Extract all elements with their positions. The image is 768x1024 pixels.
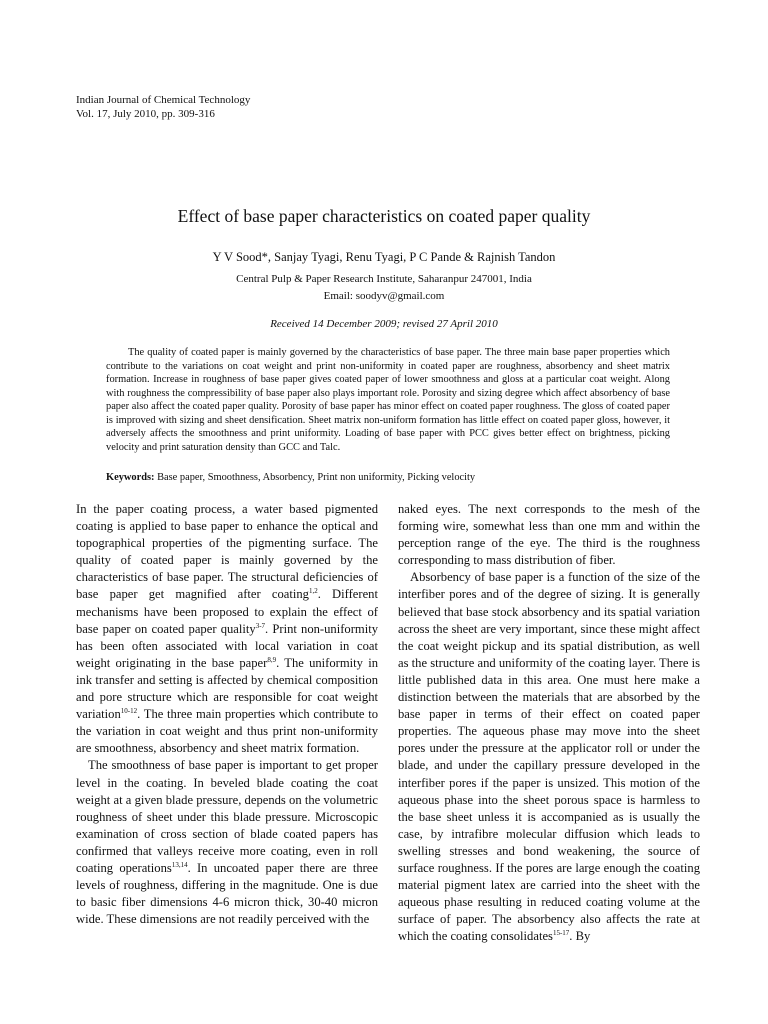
article-title: Effect of base paper characteristics on coated paper quality [177,206,591,226]
affiliation: Central Pulp & Paper Research Institute, Saharanpur 247001, India [236,273,532,285]
journal-name: Indian Journal of Chemical Technology [76,94,251,106]
body-paragraph [76,757,378,928]
keywords-label: Keywords: [106,472,155,483]
citation: 8,9 [267,655,277,664]
body-text: Absorbency of base paper is a function of the size of the interfiber pores and of the degree of sizing. It is generally believed that base stock absorbency and its spatial variation across the sheet are very important, since these might affect the coat weight pickup and its spatial distribution, as well as the structure and uniformity of the coating layer. There is little published data in this area. One must here make a distinction between the materials that are absorbed by the base paper in terms of their effect on coated paper properties. The aqueous phase may move into the sheet pores under the pressure at the applicator roll or under the blade, and under the capillary pressure developed in the interfiber pores if the paper is unsized. This motion of the aqueous phase into the sheet porous space is harmless to the base sheet unless it is accompanied as is usually the case, by intrafibre molecular diffusion which leads to swelling stresses and bond weakening, the source of surface roughness. If the pores are large enough the coating material pigment latex are carried into the sheet with the aqueous phase resulting in reduced coating volume at the surface of paper. The absorbency also affects the rate at which the coating consolidates [398,570,700,944]
body-paragraph [76,501,378,757]
body-text: . Different mechanisms have been proposed to explain the effect of base paper on coated paper quality [76,587,378,636]
citation: 1,2 [308,587,318,596]
body-text: . The three main properties which contribute to the variation in coat weight and thus print non-uniformity are smoothness, absorbency and sheet matrix formation. [76,707,378,756]
journal-header [76,93,250,121]
keywords [106,472,670,483]
body-text: . Print non-uniformity has been often associated with local variation in coat weight originating in the base paper [76,621,378,670]
body-paragraph: naked eyes. The next corresponds to the mesh of the forming wire, somewhat less than one mm and within the perception range of the eye. The third is the roughness corresponding to mass distribution of fiber. [398,502,700,568]
affiliation-block [0,271,768,305]
abstract: The quality of coated paper is mainly governed by the characteristics of base paper. The three main base paper properties which contribute to the variations on coat weight and print non-uniformity in coated paper are roughness, absorbency and sheet matrix formation. Increase in roughness of base paper gives coated paper of lower smoothness and gloss at a particular coat weight. Along with roughness the compressibility of base paper also plays important role. Porosity and sizing degree which affect absorbency of base paper also affect the coated paper quality. Porosity of base paper has minor effect on coated paper roughness. The gloss of coated paper is improved with sizing and sheet densification. Sheet matrix non-uniform formation has little effect on coated paper gloss, however, it adversely affects the smoothness and print uniformity. Loading of base paper with PCC gives better effect on brightness, picking velocity and print saturation density than GCC and Talc. [106,347,670,453]
keywords-list: Base paper, Smoothness, Absorbency, Print non uniformity, Picking velocity [157,472,476,483]
journal-volume: Vol. 17, July 2010, pp. 309-316 [76,108,215,120]
citation: 13,14 [171,860,188,869]
citation: 15-17 [552,929,570,938]
citation: 3-7 [255,621,266,630]
received-dates: Received 14 December 2009; revised 27 April 2010 [270,318,498,330]
body-text: . By [569,929,591,944]
author-email: Email: soodyv@gmail.com [323,290,445,302]
body-text: In the paper coating process, a water based pigmented coating is applied to base paper to enhance the optical and topographical properties of the pigmenting surface. The quality of coated paper is mainly governed by the characteristics of base paper. The structural deficiencies of base paper get magnified after coating [76,502,378,602]
author-list: Y V Sood*, Sanjay Tyagi, Renu Tyagi, P C Pande & Rajnish Tandon [212,250,556,264]
body-paragraph [398,569,700,945]
body-text: . In uncoated paper there are three levels of roughness, differing in the magnitude. One is due to basic fiber dimensions 4-6 micron thick, 30-40 micron wide. These dimensions are not readily perceived with the [76,860,378,927]
citation: 10-12 [120,706,138,715]
body-text: . The uniformity in ink transfer and setting is affected by chemical composition and pore structure which are responsible for coat weight variation [76,655,378,722]
body-column-right [398,501,700,945]
body-text: The smoothness of base paper is important to get proper level in the coating. In beveled blade coating the coat weight at a given blade pressure, depends on the volumetric roughness of sheet under this blade pressure. Microscopic examination of cross section of blade coated papers has confirmed that valleys receive more coating, even in roll coating operations [76,758,378,875]
body-column-left [76,501,378,928]
